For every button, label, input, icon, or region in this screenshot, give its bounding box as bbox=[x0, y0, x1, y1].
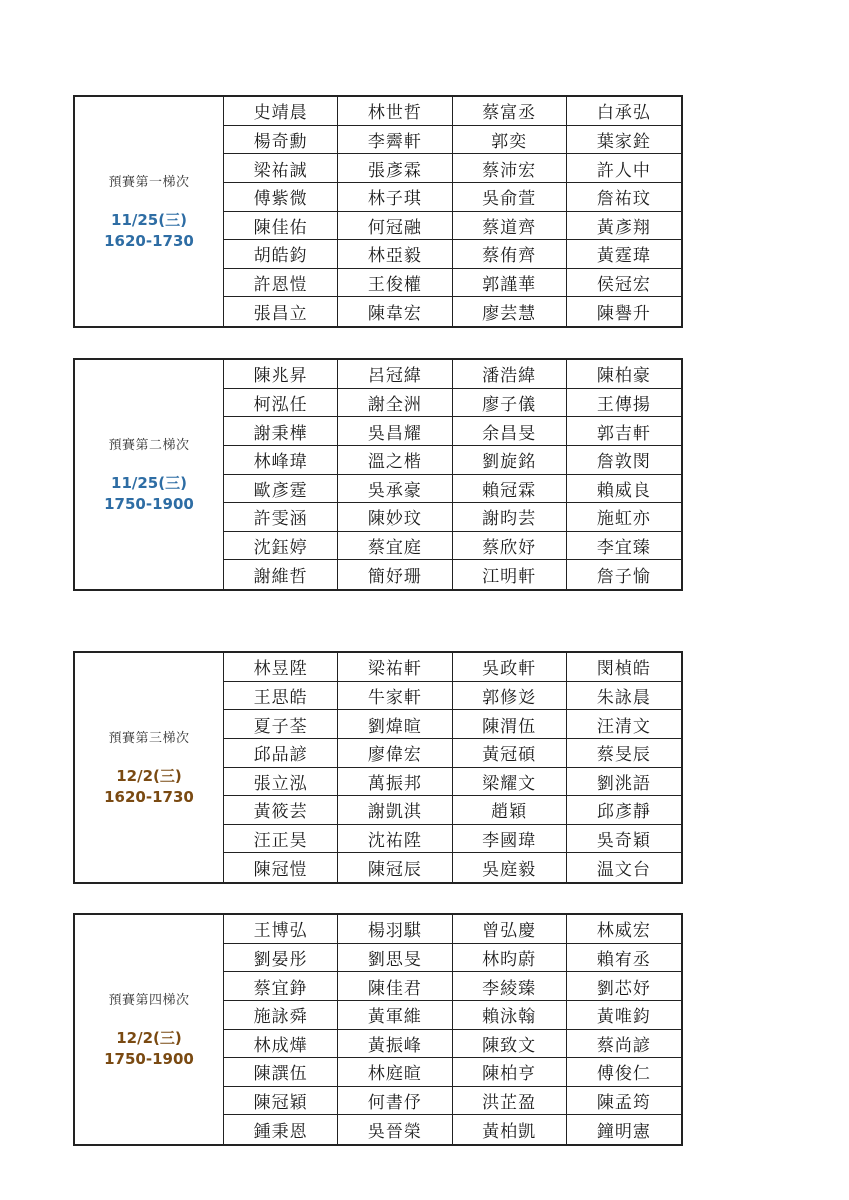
participant-name-cell: 史靖晨 bbox=[224, 97, 338, 126]
participant-name-cell: 謝凱淇 bbox=[338, 796, 452, 825]
round-title: 預賽第一梯次 bbox=[108, 175, 190, 190]
participant-name-cell: 陳譽升 bbox=[596, 304, 651, 325]
participant-name-cell: 余昌旻 bbox=[453, 417, 567, 446]
participant-name-cell: 陳柏亨 bbox=[453, 1058, 567, 1087]
participant-name-cell: 張昌立 bbox=[224, 297, 338, 326]
round-time: 1750-1900 bbox=[104, 495, 194, 513]
participant-name-cell: 吳政軒 bbox=[453, 653, 567, 682]
participant-name-cell: 萬振邦 bbox=[338, 768, 452, 797]
participant-name-cell: 黃柏凱 bbox=[453, 1115, 567, 1144]
participant-name-cell: 牛家軒 bbox=[338, 682, 452, 711]
participant-name-cell: 許恩愷 bbox=[224, 269, 338, 298]
participant-name-cell: 何冠融 bbox=[338, 212, 452, 241]
participant-name-cell: 張立泓 bbox=[224, 768, 338, 797]
round-label bbox=[75, 360, 224, 589]
round-date: 11/25(三) bbox=[111, 211, 187, 229]
participant-name-cell: 林成燁 bbox=[224, 1030, 338, 1059]
round-time: 1620-1730 bbox=[104, 232, 194, 250]
participant-name-cell: 吳昌耀 bbox=[338, 417, 452, 446]
participant-name-cell: 蔡旻辰 bbox=[567, 739, 681, 768]
participant-name-cell: 陳佳君 bbox=[338, 972, 452, 1001]
participant-name-cell: 謝全洲 bbox=[338, 389, 452, 418]
participant-name-cell: 王俊權 bbox=[338, 269, 452, 298]
participant-name-cell: 傅紫微 bbox=[224, 183, 338, 212]
participant-name-cell: 梁祐誠 bbox=[224, 154, 338, 183]
participant-name-cell: 蔡尚諺 bbox=[567, 1030, 681, 1059]
participant-name-cell: 沈祐陞 bbox=[338, 825, 452, 854]
participant-name-cell: 黃冠碩 bbox=[453, 739, 567, 768]
participant-name-cell: 閔楨皓 bbox=[567, 653, 681, 682]
participant-name-cell: 黃筱芸 bbox=[224, 796, 338, 825]
participant-name-cell: 詹子愉 bbox=[596, 567, 651, 588]
participant-name-cell: 吳承豪 bbox=[338, 475, 452, 504]
participant-name-cell: 柯泓任 bbox=[224, 389, 338, 418]
participant-name-cell: 林威宏 bbox=[567, 915, 681, 944]
participant-name-cell: 謝秉樺 bbox=[224, 417, 338, 446]
round-title: 預賽第二梯次 bbox=[108, 438, 190, 453]
participant-name-cell: 賴冠霖 bbox=[453, 475, 567, 504]
round-time: 1750-1900 bbox=[104, 1050, 194, 1068]
participant-name-cell: 葉家銓 bbox=[567, 126, 681, 155]
participant-name-cell: 蔡宜庭 bbox=[338, 532, 452, 561]
participant-name-cell: 許人中 bbox=[567, 154, 681, 183]
participant-name-cell: 施虹亦 bbox=[567, 503, 681, 532]
participant-name-cell: 林子琪 bbox=[338, 183, 452, 212]
participant-name-cell: 劉晏彤 bbox=[224, 944, 338, 973]
participant-name-cell: 賴泳翰 bbox=[453, 1001, 567, 1030]
participant-name-cell: 陳譔伍 bbox=[224, 1058, 338, 1087]
participant-name-cell: 陳柏豪 bbox=[567, 360, 681, 389]
participant-grid bbox=[224, 653, 681, 882]
round-time: 1620-1730 bbox=[104, 788, 194, 806]
round-date: 12/2(三) bbox=[116, 767, 182, 785]
participant-name-cell: 劉旋銘 bbox=[453, 446, 567, 475]
participant-name-cell: 何書伃 bbox=[338, 1087, 452, 1116]
participant-name-cell: 朱詠晨 bbox=[567, 682, 681, 711]
participant-name-cell: 蔡宜錚 bbox=[224, 972, 338, 1001]
round-table-1 bbox=[73, 95, 683, 328]
participant-name-cell: 陳妙玟 bbox=[338, 503, 452, 532]
participant-name-cell: 潘浩緯 bbox=[453, 360, 567, 389]
participant-name-cell: 黃振峰 bbox=[338, 1030, 452, 1059]
round-table-2 bbox=[73, 358, 683, 591]
participant-name-cell: 吳晉榮 bbox=[338, 1115, 452, 1144]
participant-name-cell: 吳俞萱 bbox=[453, 183, 567, 212]
participant-name-cell: 溫之楷 bbox=[338, 446, 452, 475]
participant-name-cell: 江明軒 bbox=[453, 560, 567, 589]
participant-name-cell: 楊奇勳 bbox=[224, 126, 338, 155]
participant-name-cell: 李宜臻 bbox=[567, 532, 681, 561]
participant-name-cell: 林峰瑋 bbox=[224, 446, 338, 475]
participant-name-cell: 林昱陞 bbox=[224, 653, 338, 682]
participant-name-cell: 劉煒暄 bbox=[338, 710, 452, 739]
participant-name-cell: 黃唯鈞 bbox=[567, 1001, 681, 1030]
participant-name-cell: 黃彥翔 bbox=[567, 212, 681, 241]
participant-name-cell: 蔡富丞 bbox=[453, 97, 567, 126]
participant-name-cell: 傅俊仁 bbox=[567, 1058, 681, 1087]
participant-name-cell: 陳冠愷 bbox=[224, 853, 338, 882]
participant-name-cell: 鍾秉恩 bbox=[224, 1115, 338, 1144]
participant-name-cell: 賴威良 bbox=[567, 475, 681, 504]
participant-name-cell: 廖偉宏 bbox=[338, 739, 452, 768]
participant-name-cell: 邱品諺 bbox=[224, 739, 338, 768]
participant-name-cell: 廖芸慧 bbox=[453, 297, 567, 326]
participant-name-cell: 劉芯妤 bbox=[567, 972, 681, 1001]
participant-name-cell: 蔡侑齊 bbox=[453, 240, 567, 269]
participant-name-cell: 謝維哲 bbox=[224, 560, 338, 589]
participant-name-cell: 王博弘 bbox=[224, 915, 338, 944]
participant-name-cell: 林亞毅 bbox=[338, 240, 452, 269]
participant-name-cell: 李霽軒 bbox=[338, 126, 452, 155]
round-label bbox=[75, 653, 224, 882]
participant-name-cell: 郭謹華 bbox=[453, 269, 567, 298]
participant-name-cell: 温文台 bbox=[596, 860, 651, 881]
participant-name-cell: 陳冠辰 bbox=[338, 853, 452, 882]
participant-name-cell: 鐘明憲 bbox=[596, 1122, 651, 1143]
participant-name-cell: 邱彥靜 bbox=[567, 796, 681, 825]
participant-name-cell: 呂冠緯 bbox=[338, 360, 452, 389]
participant-name-cell: 陳致文 bbox=[453, 1030, 567, 1059]
round-date: 12/2(三) bbox=[116, 1029, 182, 1047]
round-label bbox=[75, 915, 224, 1144]
participant-name-cell: 趙穎 bbox=[453, 796, 567, 825]
participant-name-cell: 陳佳佑 bbox=[224, 212, 338, 241]
participant-name-cell: 陳兆昇 bbox=[224, 360, 338, 389]
participant-name-cell: 蔡欣妤 bbox=[453, 532, 567, 561]
participant-name-cell: 陳渭伍 bbox=[453, 710, 567, 739]
participant-name-cell: 陳冠穎 bbox=[224, 1087, 338, 1116]
participant-name-cell: 許雯涵 bbox=[224, 503, 338, 532]
participant-name-cell: 侯冠宏 bbox=[567, 269, 681, 298]
participant-name-cell: 黃霆瑋 bbox=[567, 240, 681, 269]
participant-name-cell: 夏子荃 bbox=[224, 710, 338, 739]
participant-name-cell: 林庭暄 bbox=[338, 1058, 452, 1087]
participant-name-cell: 王傳揚 bbox=[567, 389, 681, 418]
participant-name-cell: 蔡沛宏 bbox=[453, 154, 567, 183]
participant-name-cell: 林昀蔚 bbox=[453, 944, 567, 973]
participant-name-cell: 梁耀文 bbox=[453, 768, 567, 797]
round-label bbox=[75, 97, 224, 326]
participant-name-cell: 郭修彣 bbox=[453, 682, 567, 711]
participant-name-cell: 劉洮語 bbox=[567, 768, 681, 797]
participant-grid bbox=[224, 360, 681, 589]
round-date: 11/25(三) bbox=[111, 474, 187, 492]
round-title: 預賽第三梯次 bbox=[108, 731, 190, 746]
participant-name-cell: 黃軍維 bbox=[338, 1001, 452, 1030]
participant-name-cell: 張彥霖 bbox=[338, 154, 452, 183]
participant-name-cell: 施詠舜 bbox=[224, 1001, 338, 1030]
participant-name-cell: 曾弘慶 bbox=[453, 915, 567, 944]
participant-name-cell: 王思皓 bbox=[224, 682, 338, 711]
participant-name-cell: 陳韋宏 bbox=[338, 297, 452, 326]
round-table-3 bbox=[73, 651, 683, 884]
participant-name-cell: 謝昀芸 bbox=[453, 503, 567, 532]
participant-grid bbox=[224, 915, 681, 1144]
participant-name-cell: 簡妤珊 bbox=[338, 560, 452, 589]
participant-name-cell: 詹敦閔 bbox=[567, 446, 681, 475]
round-title: 預賽第四梯次 bbox=[108, 993, 190, 1008]
participant-grid bbox=[224, 97, 681, 326]
participant-name-cell: 郭吉軒 bbox=[567, 417, 681, 446]
participant-name-cell: 歐彥霆 bbox=[224, 475, 338, 504]
participant-name-cell: 賴宥丞 bbox=[567, 944, 681, 973]
participant-name-cell: 胡皓鈞 bbox=[224, 240, 338, 269]
participant-name-cell: 詹祐玟 bbox=[567, 183, 681, 212]
participant-name-cell: 汪清文 bbox=[567, 710, 681, 739]
participant-name-cell: 陳孟筠 bbox=[567, 1087, 681, 1116]
participant-name-cell: 林世哲 bbox=[338, 97, 452, 126]
participant-name-cell: 梁祐軒 bbox=[338, 653, 452, 682]
participant-name-cell: 吳庭毅 bbox=[453, 853, 567, 882]
participant-name-cell: 劉思旻 bbox=[338, 944, 452, 973]
round-table-4 bbox=[73, 913, 683, 1146]
participant-name-cell: 李國瑋 bbox=[453, 825, 567, 854]
participant-name-cell: 楊羽騏 bbox=[338, 915, 452, 944]
participant-name-cell: 郭奕 bbox=[453, 126, 567, 155]
participant-name-cell: 吳奇穎 bbox=[567, 825, 681, 854]
participant-name-cell: 沈鈺婷 bbox=[224, 532, 338, 561]
participant-name-cell: 汪正昊 bbox=[224, 825, 338, 854]
participant-name-cell: 白承弘 bbox=[567, 97, 681, 126]
participant-name-cell: 李綾臻 bbox=[453, 972, 567, 1001]
participant-name-cell: 蔡道齊 bbox=[453, 212, 567, 241]
participant-name-cell: 洪芷盈 bbox=[453, 1087, 567, 1116]
participant-name-cell: 廖子儀 bbox=[453, 389, 567, 418]
